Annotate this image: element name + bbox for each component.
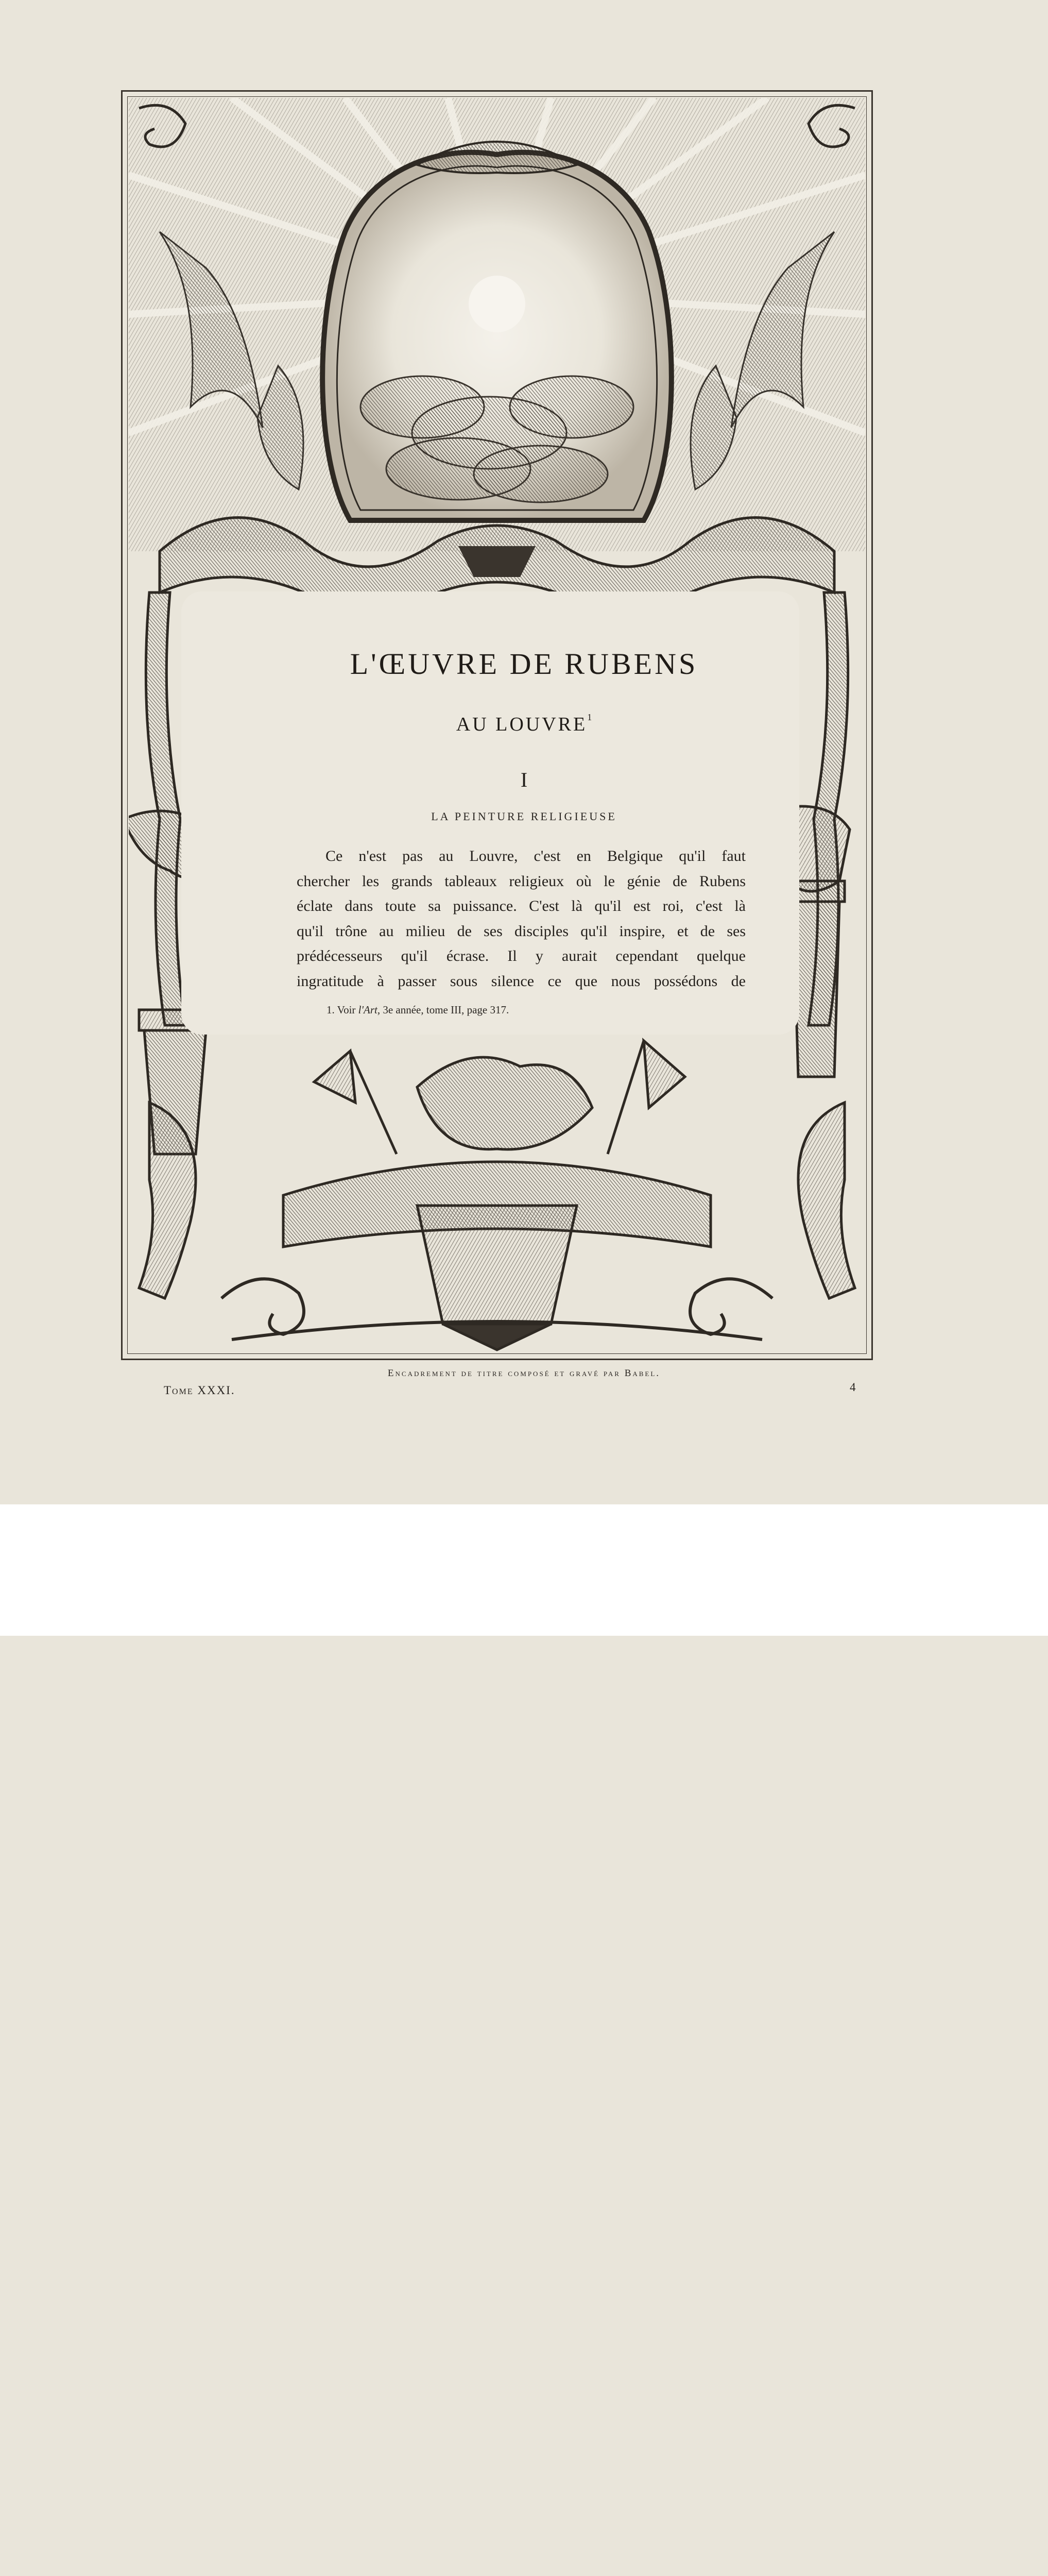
- article-title: L'ŒUVRE DE RUBENS: [350, 647, 698, 681]
- digitization-footer: [0, 1504, 1048, 1636]
- body-line: ingratitude à passer sous silence ce que nous possédons de: [297, 972, 746, 990]
- body-line: éclate dans toute sa puissance. C'est là qu'il est roi, c'est là: [297, 897, 746, 914]
- engraving-caption: Encadrement de titre composé et gravé par Babel.: [387, 1368, 661, 1379]
- body-line: chercher les grands tableaux religieux où le génie de Rubens: [297, 872, 746, 890]
- page-number: 4: [850, 1381, 856, 1394]
- footnote: [327, 1004, 509, 1016]
- chapter-numeral: I: [520, 768, 528, 791]
- section-heading: LA PEINTURE RELIGIEUSE: [431, 810, 617, 823]
- footnote-marker: 1: [587, 712, 592, 722]
- body-line: prédécesseurs qu'il écrase. Il y aurait cependant quelque: [297, 947, 746, 964]
- volume-label: Tome XXXI.: [164, 1384, 235, 1397]
- article-subtitle: [0, 712, 1048, 736]
- body-line: Ce n'est pas au Louvre, c'est en Belgique qu'il faut: [325, 848, 746, 865]
- footnote-suffix: , 3e année, tome III, page 317.: [377, 1004, 509, 1016]
- footnote-journal: l'Art: [358, 1004, 377, 1016]
- footnote-prefix: 1. Voir: [327, 1004, 358, 1016]
- body-line: qu'il trône au milieu de ses disciples qu'il inspire, et de ses: [297, 922, 746, 940]
- body-paragraph: [297, 844, 746, 994]
- subtitle-text: AU LOUVRE: [456, 714, 588, 735]
